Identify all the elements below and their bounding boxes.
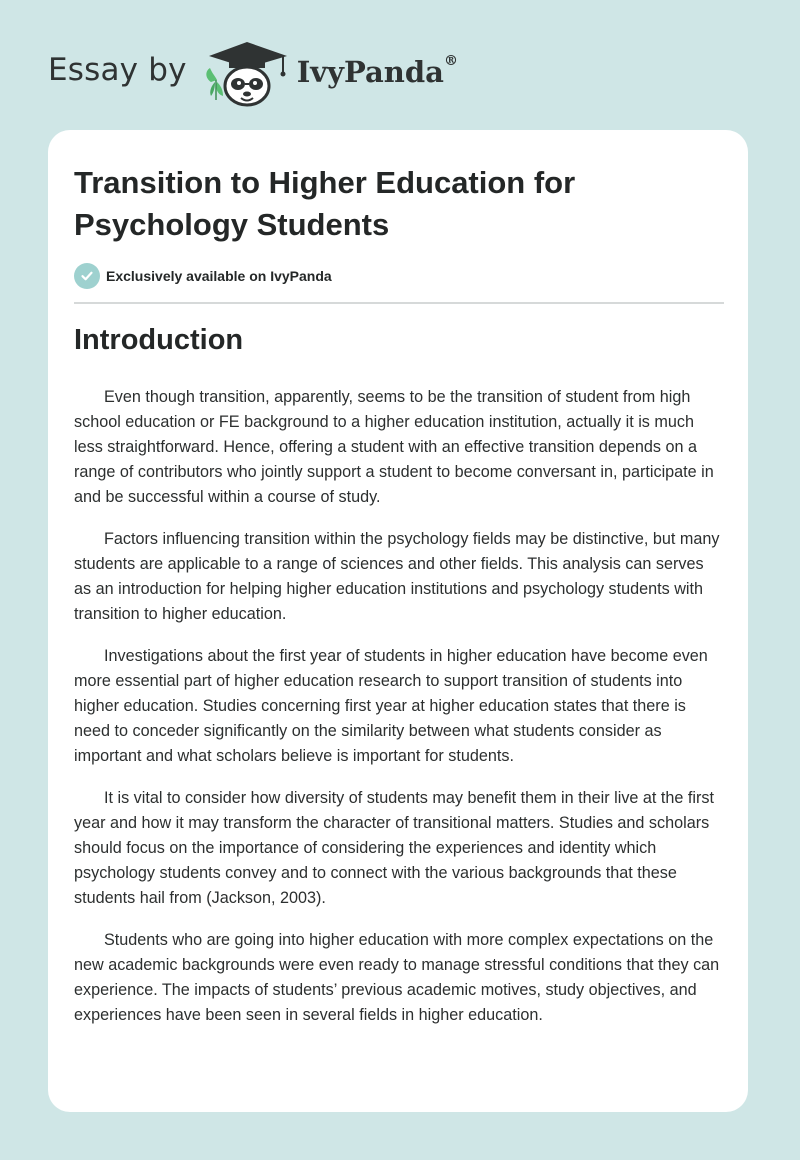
- page-title: Transition to Higher Education for Psychology Students: [74, 165, 576, 242]
- essay-card: [48, 130, 748, 1112]
- exclusive-badge: [74, 263, 332, 289]
- registered-mark: ®: [443, 53, 458, 70]
- essay-by-label: Essay by: [48, 52, 187, 88]
- badge-text: Exclusively available on IvyPanda: [106, 268, 332, 284]
- section-heading: Introduction: [74, 324, 244, 356]
- paragraph: Students who are going into higher education with more complex expectations on the new academic backgrounds were even ready to manage stressful conditions that they can experience. The impacts of students’ previous academic motives, study objectives, and experiences have been seen in several fields in higher education.: [74, 931, 720, 1024]
- divider: [74, 302, 724, 304]
- site-header: [48, 34, 458, 114]
- paragraph: Even though transition, apparently, seems to be the transition of student from high school education or FE background to a higher education institution, actually it is much less straightforward. Hence, offering a student with an effective transition depends on a range of contributors who jointly support a student to become conversant in, participate in and be successful within a course of study.: [74, 388, 714, 506]
- paragraph: Investigations about the first year of students in higher education have become even more essential part of higher education research to support transition of students into higher education. Studies concerning first year at higher education states that there is need to conceder significantly on the similarity between what students consider as important and what scholars believe is important for students.: [74, 647, 708, 765]
- article-body: [74, 385, 724, 1045]
- brand-name-text: IvyPanda: [296, 55, 444, 89]
- panda-logo-icon[interactable]: [203, 38, 291, 110]
- check-icon: [74, 263, 100, 289]
- paragraph: Factors influencing transition within the psychology fields may be distinctive, but many students are applicable to a range of sciences and other fields. This analysis can serves as an introduction for helping higher education institutions and psychology students with transition to higher education.: [74, 530, 720, 623]
- paragraph: It is vital to consider how diversity of students may benefit them in their live at the first year and how it may transform the character of transitional matters. Studies and scholars should focus on the importance of considering the experiences and identity which psychology students convey and to connect with the various backgrounds that these students hail from (Jackson, 2003).: [74, 789, 714, 907]
- brand-name[interactable]: [297, 55, 458, 89]
